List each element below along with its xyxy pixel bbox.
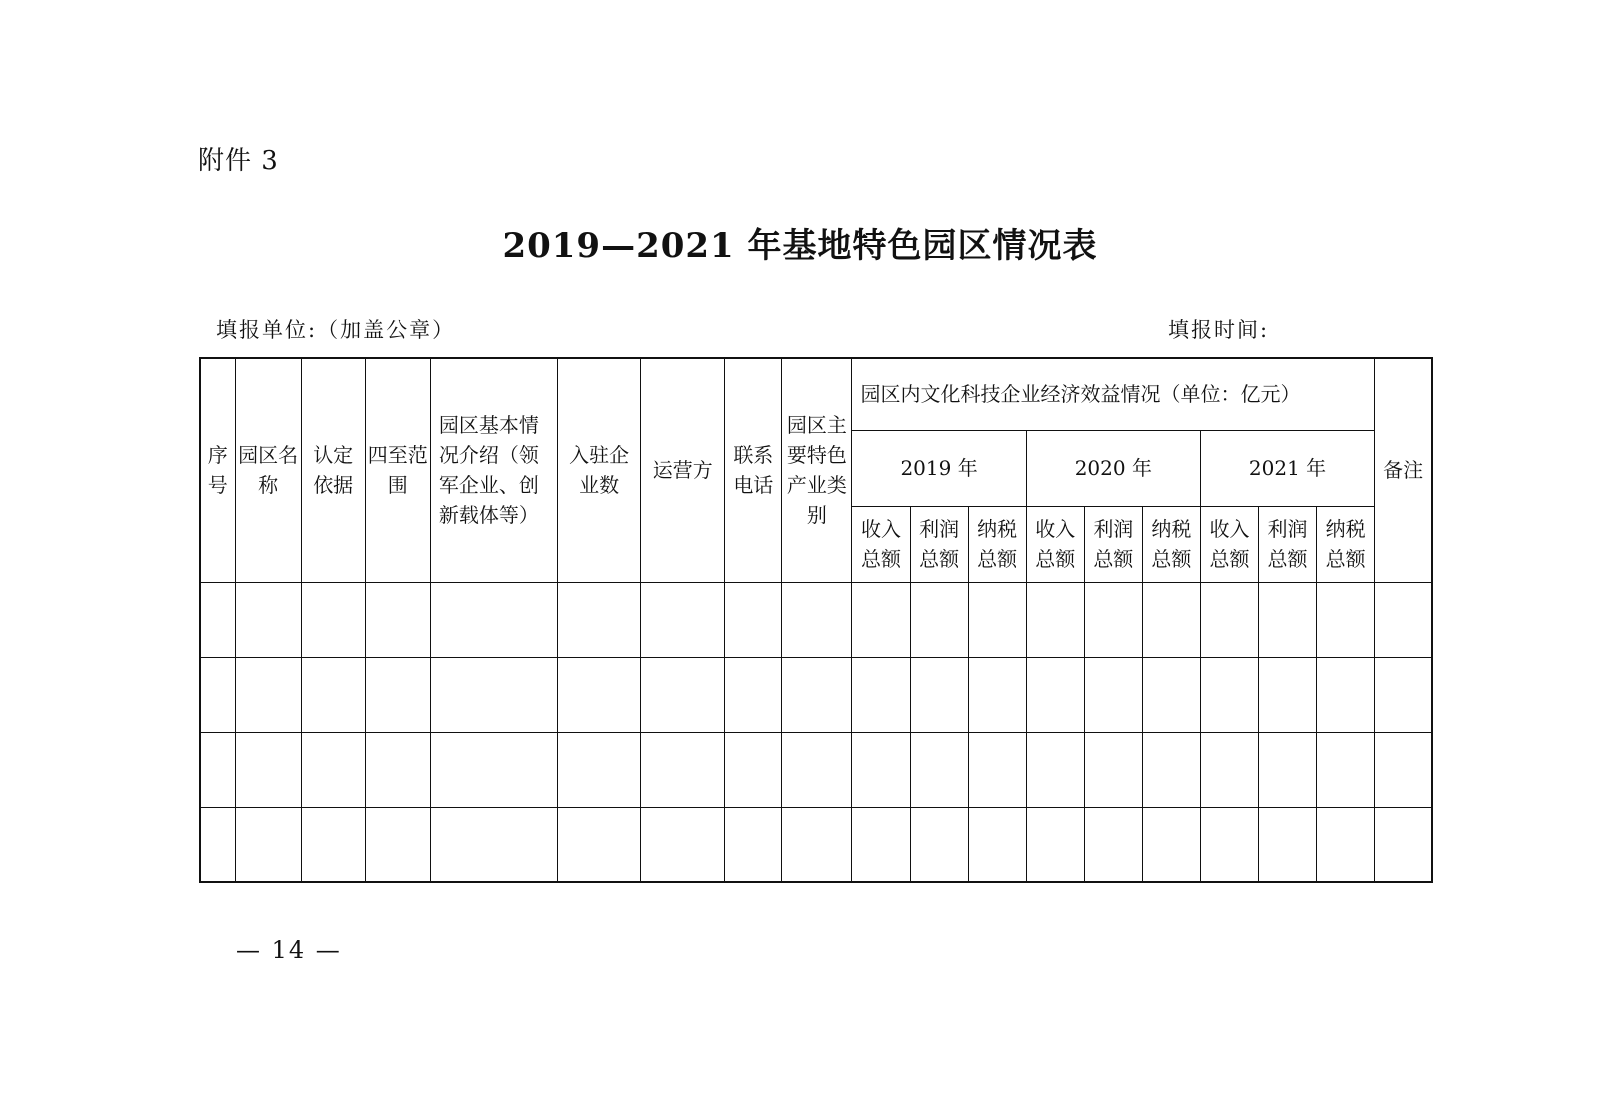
table-cell[interactable] xyxy=(1026,582,1084,657)
table-cell[interactable] xyxy=(365,657,430,732)
table-cell[interactable] xyxy=(725,732,782,807)
table-cell[interactable] xyxy=(200,582,235,657)
table-cell[interactable] xyxy=(1142,807,1200,882)
table-cell[interactable] xyxy=(1142,657,1200,732)
table-cell[interactable] xyxy=(1142,582,1200,657)
table-cell[interactable] xyxy=(1317,732,1375,807)
table-cell[interactable] xyxy=(910,582,968,657)
header-intro: 园区基本情况介绍（领军企业、创新载体等） xyxy=(430,358,557,582)
table-cell[interactable] xyxy=(1375,732,1432,807)
header-year-2021: 2021 年 xyxy=(1200,430,1374,506)
header-operator: 运营方 xyxy=(641,358,725,582)
table-cell[interactable] xyxy=(1026,732,1084,807)
table-cell[interactable] xyxy=(430,732,557,807)
header-tax-2019: 纳税总额 xyxy=(968,506,1026,582)
table-cell[interactable] xyxy=(1200,582,1258,657)
table-cell[interactable] xyxy=(782,657,852,732)
table-cell[interactable] xyxy=(235,732,301,807)
table-row xyxy=(200,582,1432,657)
table-cell[interactable] xyxy=(1259,582,1317,657)
header-tax-2020: 纳税总额 xyxy=(1142,506,1200,582)
table-cell[interactable] xyxy=(430,807,557,882)
header-profit-2019: 利润总额 xyxy=(910,506,968,582)
fill-time-label: 填报时间: xyxy=(1168,318,1270,342)
header-phone: 联系电话 xyxy=(725,358,782,582)
header-boundary: 四至范围 xyxy=(365,358,430,582)
table-cell[interactable] xyxy=(1026,657,1084,732)
table-cell[interactable] xyxy=(1142,732,1200,807)
table-cell[interactable] xyxy=(910,732,968,807)
table-cell[interactable] xyxy=(968,657,1026,732)
table-cell[interactable] xyxy=(1259,657,1317,732)
document-title: 2019—2021 年基地特色园区情况表 xyxy=(502,226,1098,266)
table-cell[interactable] xyxy=(1026,807,1084,882)
table-cell[interactable] xyxy=(782,582,852,657)
table-cell[interactable] xyxy=(852,582,910,657)
table-row xyxy=(200,657,1432,732)
header-year-2019: 2019 年 xyxy=(852,430,1026,506)
fill-unit-label: 填报单位:（加盖公章） xyxy=(216,318,456,342)
table-cell[interactable] xyxy=(558,807,641,882)
header-basis: 认定依据 xyxy=(301,358,365,582)
table-cell[interactable] xyxy=(968,582,1026,657)
table-cell[interactable] xyxy=(1259,732,1317,807)
table-cell[interactable] xyxy=(430,657,557,732)
table-cell[interactable] xyxy=(1084,807,1142,882)
header-remarks: 备注 xyxy=(1375,358,1432,582)
header-year-2020: 2020 年 xyxy=(1026,430,1200,506)
table-cell[interactable] xyxy=(725,657,782,732)
table-cell[interactable] xyxy=(641,582,725,657)
table-cell[interactable] xyxy=(1084,657,1142,732)
table-cell[interactable] xyxy=(1317,582,1375,657)
table-cell[interactable] xyxy=(1317,807,1375,882)
table-cell[interactable] xyxy=(301,807,365,882)
header-park-name: 园区名称 xyxy=(235,358,301,582)
table-cell[interactable] xyxy=(1084,732,1142,807)
table-cell[interactable] xyxy=(1200,732,1258,807)
table-cell[interactable] xyxy=(235,657,301,732)
table-cell[interactable] xyxy=(365,582,430,657)
table-cell[interactable] xyxy=(641,732,725,807)
table-cell[interactable] xyxy=(200,732,235,807)
header-revenue-2021: 收入总额 xyxy=(1200,506,1258,582)
table-cell[interactable] xyxy=(725,807,782,882)
header-revenue-2019: 收入总额 xyxy=(852,506,910,582)
table-cell[interactable] xyxy=(365,732,430,807)
table-row xyxy=(200,807,1432,882)
table-cell[interactable] xyxy=(365,807,430,882)
page-number: — 14 — xyxy=(236,936,342,964)
table-cell[interactable] xyxy=(200,657,235,732)
table-cell[interactable] xyxy=(1200,657,1258,732)
table-cell[interactable] xyxy=(782,807,852,882)
table-cell[interactable] xyxy=(1200,807,1258,882)
table-cell[interactable] xyxy=(968,807,1026,882)
table-cell[interactable] xyxy=(1375,657,1432,732)
table-cell[interactable] xyxy=(910,657,968,732)
table-cell[interactable] xyxy=(1375,582,1432,657)
header-revenue-2020: 收入总额 xyxy=(1026,506,1084,582)
table-cell[interactable] xyxy=(301,657,365,732)
header-enterprises: 入驻企业数 xyxy=(558,358,641,582)
header-benefit-group: 园区内文化科技企业经济效益情况（单位：亿元） xyxy=(852,358,1375,430)
table-cell[interactable] xyxy=(725,582,782,657)
table-cell[interactable] xyxy=(641,807,725,882)
table-row xyxy=(200,732,1432,807)
table-cell[interactable] xyxy=(641,657,725,732)
table-cell[interactable] xyxy=(200,807,235,882)
table-cell[interactable] xyxy=(235,807,301,882)
table-cell[interactable] xyxy=(301,732,365,807)
table-cell[interactable] xyxy=(235,582,301,657)
table-cell[interactable] xyxy=(558,582,641,657)
header-industry: 园区主要特色产业类别 xyxy=(782,358,852,582)
table-cell[interactable] xyxy=(1259,807,1317,882)
header-seq: 序号 xyxy=(200,358,235,582)
table-cell[interactable] xyxy=(558,732,641,807)
table-cell[interactable] xyxy=(852,732,910,807)
table-cell[interactable] xyxy=(1317,657,1375,732)
table-cell[interactable] xyxy=(558,657,641,732)
attachment-label: 附件 3 xyxy=(198,146,279,176)
table-cell[interactable] xyxy=(852,657,910,732)
table-cell[interactable] xyxy=(782,732,852,807)
table-cell[interactable] xyxy=(852,807,910,882)
park-info-table xyxy=(199,357,1433,883)
header-tax-2021: 纳税总额 xyxy=(1317,506,1375,582)
table-cell[interactable] xyxy=(430,582,557,657)
table-cell[interactable] xyxy=(910,807,968,882)
table-cell[interactable] xyxy=(1375,807,1432,882)
table-body xyxy=(200,582,1432,882)
header-profit-2020: 利润总额 xyxy=(1084,506,1142,582)
header-profit-2021: 利润总额 xyxy=(1259,506,1317,582)
table-cell[interactable] xyxy=(301,582,365,657)
table-cell[interactable] xyxy=(1084,582,1142,657)
table-cell[interactable] xyxy=(968,732,1026,807)
